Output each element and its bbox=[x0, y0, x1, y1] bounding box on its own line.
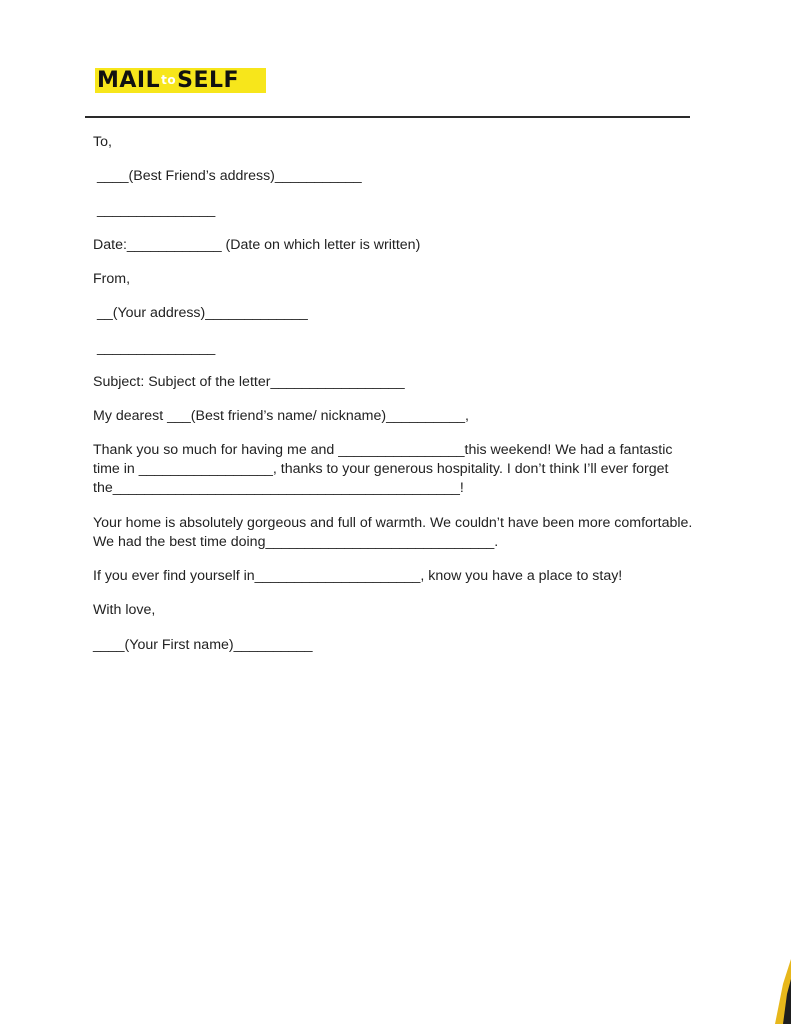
sender-address-continuation: _______________ bbox=[93, 340, 216, 356]
paragraph-2-line-1: Your home is absolutely gorgeous and full of warmth. We couldn’t have been more comfortable. bbox=[93, 515, 693, 531]
sender-label: From, bbox=[93, 271, 131, 287]
paragraph-3: If you ever find yourself in_____________________, know you have a place to stay! bbox=[93, 568, 623, 584]
salutation: My dearest ___(Best friend’s name/ nickname)__________, bbox=[93, 408, 469, 424]
date-line: Date:____________ (Date on which letter is written) bbox=[93, 237, 421, 253]
signature-line: ____(Your First name)__________ bbox=[93, 637, 313, 653]
recipient-address-continuation: _______________ bbox=[93, 202, 216, 218]
paragraph-1-line-2: time in _________________, thanks to your generous hospitality. I don’t think I’ll ever forget bbox=[93, 461, 669, 477]
paragraph-2-line-2: We had the best time doing_____________________________. bbox=[93, 534, 499, 550]
logo-text-self: SELF bbox=[177, 68, 240, 93]
sender-address-line: __(Your address)_____________ bbox=[93, 305, 308, 321]
header-divider bbox=[85, 116, 690, 118]
logo-text-to: to bbox=[161, 73, 177, 87]
paragraph-1-line-3: the____________________________________________! bbox=[93, 480, 464, 496]
paragraph-1-line-1: Thank you so much for having me and ________________this weekend! We had a fantastic bbox=[93, 442, 673, 458]
logo-text-mail: MAIL bbox=[97, 68, 161, 93]
closing: With love, bbox=[93, 602, 156, 618]
recipient-address-line: ____(Best Friend’s address)___________ bbox=[93, 168, 362, 184]
subject-line: Subject: Subject of the letter_________________ bbox=[93, 374, 405, 390]
mail-to-self-logo bbox=[95, 68, 266, 93]
recipient-label: To, bbox=[93, 134, 112, 150]
corner-decoration bbox=[771, 959, 791, 1024]
